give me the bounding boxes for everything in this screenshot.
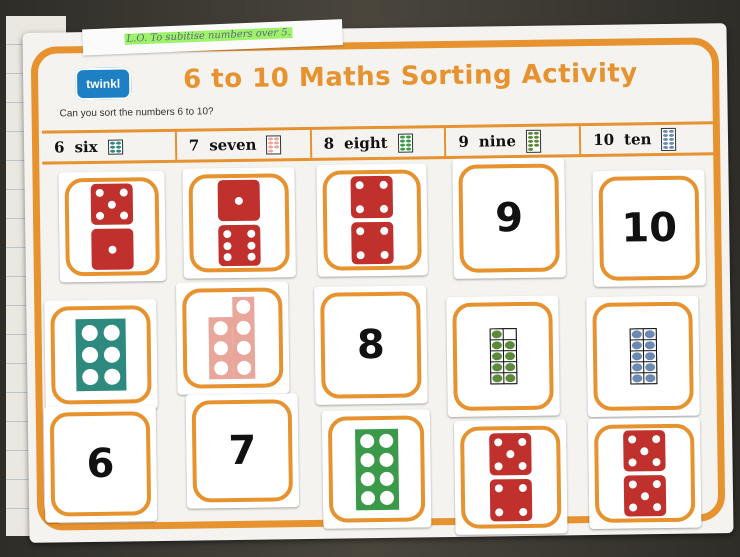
question-text: Can you sort the numbers 6 to 10? xyxy=(59,106,214,120)
header-word: nine xyxy=(478,132,517,151)
header-eight xyxy=(311,128,446,158)
header-seven xyxy=(177,130,312,160)
dice-one-icon xyxy=(218,180,261,222)
card-border xyxy=(192,399,293,502)
dots-card-eight[interactable] xyxy=(322,409,432,528)
card-border xyxy=(460,425,561,528)
card-number: 8 xyxy=(356,321,386,369)
header-number: 6 xyxy=(53,138,65,157)
dice-card-nine[interactable] xyxy=(454,419,568,535)
header-word: eight xyxy=(343,133,388,153)
number-card-nine[interactable] xyxy=(452,157,566,279)
tenframe-card-nine[interactable] xyxy=(446,295,560,417)
page-title: 6 to 10 Maths Sorting Activity xyxy=(182,58,638,95)
ten-ten-frame-icon xyxy=(629,328,657,384)
header-word: seven xyxy=(209,135,257,155)
tenframe-card-ten[interactable] xyxy=(586,296,700,418)
card-border xyxy=(452,302,553,411)
header-ten xyxy=(581,124,714,154)
card-border xyxy=(322,169,421,270)
card-number: 10 xyxy=(621,204,678,252)
header-number: 8 xyxy=(323,134,335,153)
twinkl-logo: twinkl xyxy=(75,67,131,100)
dice-card-six[interactable] xyxy=(58,171,166,282)
dice-four-icon xyxy=(490,479,533,522)
header-number: 9 xyxy=(458,132,469,151)
header-number: 7 xyxy=(188,136,200,155)
ten-frame-icon xyxy=(266,135,281,154)
header-word: ten xyxy=(623,130,652,149)
numicon-card-seven[interactable] xyxy=(176,281,290,395)
card-border xyxy=(594,424,695,523)
eight-dots-frame-icon xyxy=(355,428,399,510)
learning-objective: L.O. To subitise numbers over 5. xyxy=(126,27,292,45)
dice-card-seven[interactable] xyxy=(182,167,296,279)
ten-frame-icon xyxy=(526,129,541,152)
activity-sheet xyxy=(22,23,733,543)
number-card-eight[interactable] xyxy=(314,285,428,405)
card-border xyxy=(328,415,425,522)
dice-six-icon xyxy=(218,225,261,267)
ten-frame-icon xyxy=(107,139,122,154)
card-number: 9 xyxy=(494,194,524,242)
seven-numicon-icon xyxy=(208,297,257,380)
nine-ten-frame-icon xyxy=(489,328,517,384)
dice-five-icon xyxy=(624,475,667,517)
dice-card-ten[interactable] xyxy=(588,418,702,530)
dice-five-icon xyxy=(623,430,666,472)
number-card-seven[interactable] xyxy=(186,393,300,509)
dice-four-icon xyxy=(351,222,394,265)
card-border xyxy=(599,176,700,281)
dots-card-six[interactable] xyxy=(44,299,158,411)
card-border xyxy=(50,305,151,404)
six-dots-frame-icon xyxy=(75,319,126,392)
dice-five-icon xyxy=(489,433,532,476)
dice-card-eight[interactable] xyxy=(316,163,428,277)
header-six xyxy=(42,132,177,162)
header-nine xyxy=(446,126,581,156)
ten-frame-icon xyxy=(398,133,413,152)
dice-five-icon xyxy=(91,183,134,225)
dice-four-icon xyxy=(351,176,394,219)
card-number: 7 xyxy=(228,427,257,475)
card-border xyxy=(65,177,160,276)
number-card-six[interactable] xyxy=(44,405,158,523)
number-card-ten[interactable] xyxy=(592,169,706,287)
ten-frame-icon xyxy=(661,127,676,150)
card-border xyxy=(458,163,559,272)
card-border xyxy=(188,173,289,272)
card-border xyxy=(320,291,421,398)
header-word: six xyxy=(74,137,98,157)
header-number: 10 xyxy=(593,130,615,149)
card-border xyxy=(182,287,283,388)
card-border xyxy=(50,411,151,516)
dice-one-icon xyxy=(91,228,134,270)
card-number: 6 xyxy=(86,440,115,488)
card-border xyxy=(592,302,693,411)
